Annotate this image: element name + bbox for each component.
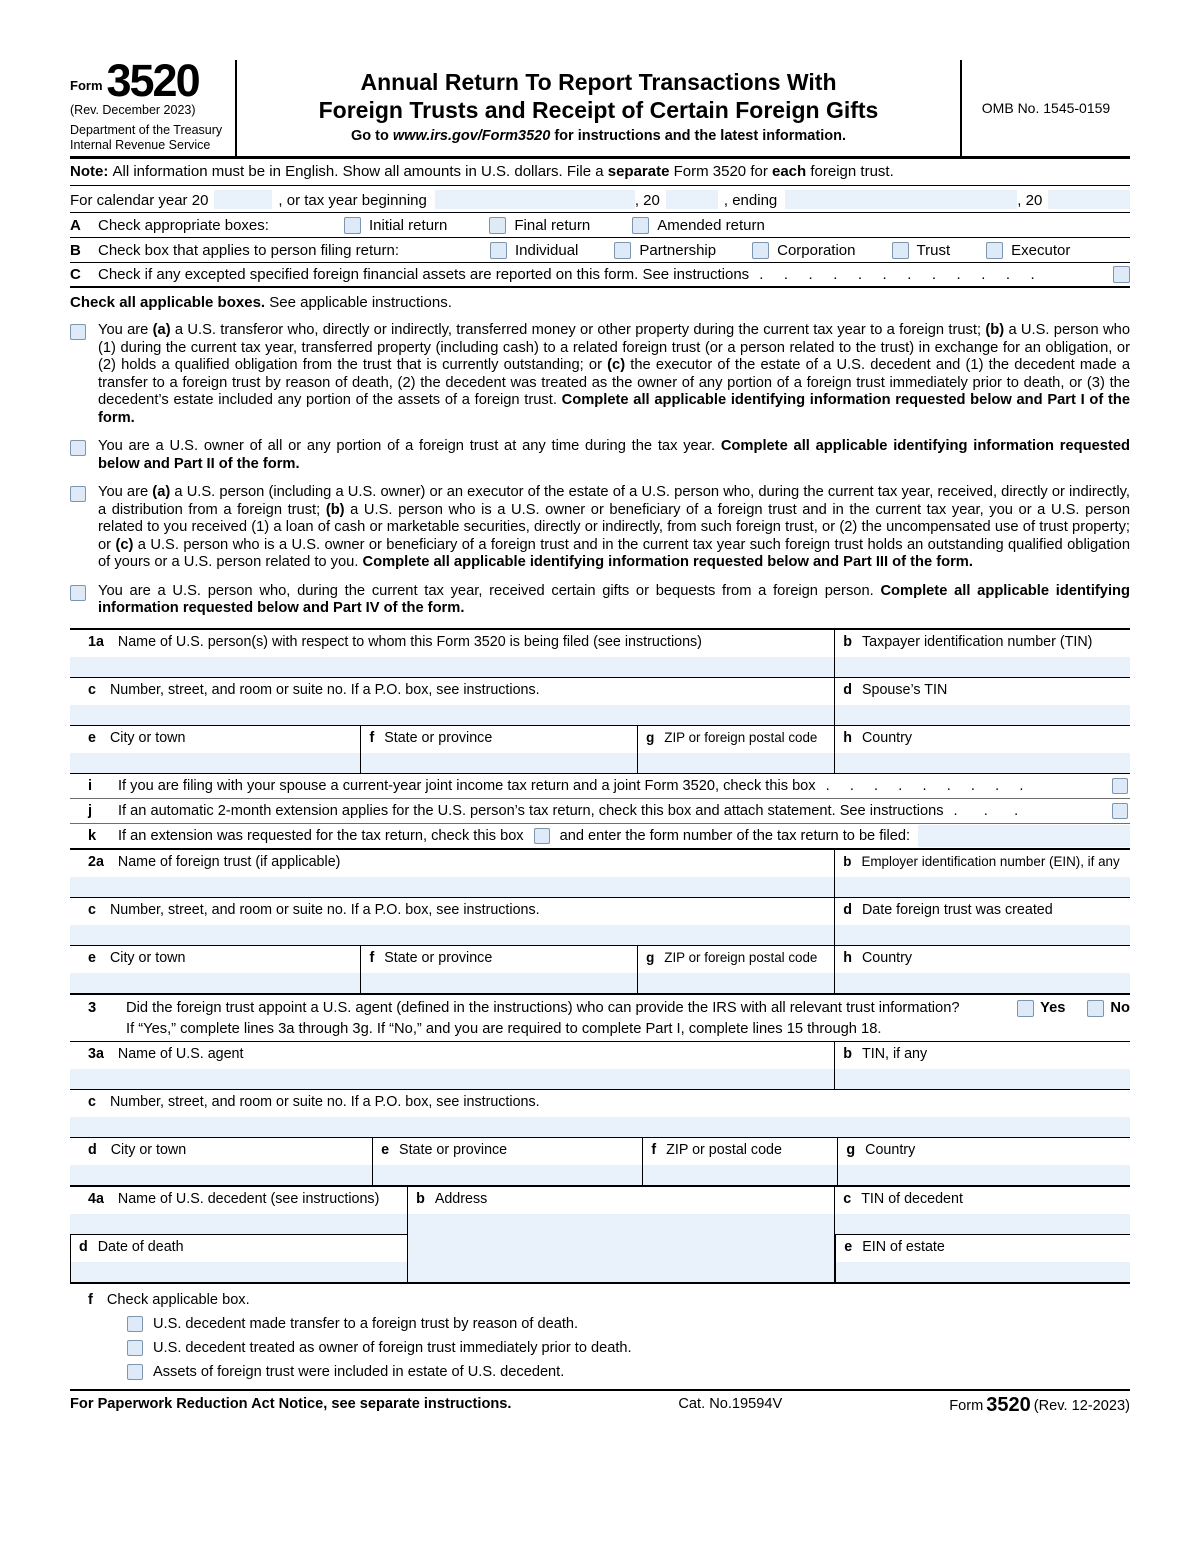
input-4a-decedent-name[interactable] (70, 1214, 407, 1234)
amended-return-checkbox[interactable] (632, 217, 649, 234)
line-1k (70, 824, 1130, 850)
form-header (70, 55, 1130, 159)
partnership-checkbox[interactable] (614, 242, 631, 259)
corporation-checkbox[interactable] (752, 242, 769, 259)
catalog-number: Cat. No.19594V (678, 1395, 783, 1412)
field-1a-label: Name of U.S. person(s) with respect to whom this Form 3520 is being filed (see instructions) (117, 633, 702, 650)
footer-form-id: Form 3520 (Rev. 12-2023) (949, 1393, 1131, 1416)
option-final-return[interactable]: Final return (489, 217, 590, 234)
field-4a-num: 4a (88, 1190, 104, 1207)
field-1d-label: Spouse’s TIN (861, 681, 948, 698)
input-3g-country[interactable] (838, 1165, 1130, 1185)
gifts-checkbox[interactable] (70, 585, 86, 601)
owner-prior-death-checkbox[interactable] (127, 1340, 143, 1356)
field-2a-num: 2a (88, 853, 104, 870)
field-1h-label: Country (861, 729, 913, 746)
field-1f-num: f (369, 729, 375, 746)
input-1d-spouse-tin[interactable] (835, 705, 1130, 725)
field-1d-num: d (843, 681, 852, 698)
field-2g-num: g (646, 949, 655, 965)
tax-year-ending-input[interactable] (785, 190, 1017, 209)
option-individual[interactable]: Individual (490, 242, 578, 259)
field-1f-label: State or province (384, 729, 493, 746)
field-2e-num: e (88, 949, 96, 966)
field-2g-label: ZIP or foreign postal code (664, 949, 818, 965)
input-3d-city[interactable] (70, 1165, 372, 1185)
input-2g-zip[interactable] (638, 973, 834, 993)
paperwork-notice: For Paperwork Reduction Act Notice, see separate instructions. (70, 1395, 512, 1412)
form-revision: (Rev. December 2023) (70, 103, 196, 118)
paragraph-distribution-text: You are (a) a U.S. person (including a U.S. owner) or an executor of the estate of a U.S. person who, during the current tax year, received, directly or indirectly, a distribution from a foreign trust; (b) a U.S. person who is a U.S. owner or beneficiary of a foreign trust and in the current tax year, you or a U.S. person related to you received (1) a loan of cash or marketable securities, directly or indirectly, from such foreign trust, or (2) the uncompensated use of trust property; or (c) a U.S. person who is a U.S. owner or beneficiary of a foreign trust and in the current tax year such foreign trust holds an outstanding qualified obligation of yours or a U.S. person related to you. Complete all applicable identifying information requested below and Part III of the form. (98, 484, 1130, 570)
line-1j (70, 799, 1130, 824)
field-3g-label: Country (865, 1141, 916, 1158)
field-2a-label: Name of foreign trust (if applicable) (117, 853, 341, 870)
input-1k-form-number[interactable] (918, 825, 1130, 847)
field-4d-num: d (79, 1238, 88, 1255)
paragraph-gifts (70, 583, 1130, 618)
field-3d-num: d (88, 1141, 97, 1158)
field-2h-label: Country (861, 949, 913, 966)
option-trust[interactable]: Trust (892, 242, 951, 259)
field-1k-num: k (88, 827, 97, 844)
note-line: Note: All information must be in English. Show all amounts in U.S. dollars. File a separate Form 3520 for each foreign trust. (70, 159, 1130, 186)
tax-year-beginning-input[interactable] (435, 190, 635, 209)
input-4c-tin-decedent[interactable] (835, 1214, 1130, 1234)
line-C-text: Check if any excepted specified foreign financial assets are reported on this form. See instructions (98, 266, 750, 283)
initial-return-checkbox[interactable] (344, 217, 361, 234)
dept-treasury: Department of the Treasury (70, 123, 223, 138)
omb-number: OMB No. 1545-0159 (981, 100, 1111, 116)
field-3g-num: g (846, 1141, 856, 1158)
field-1e-num: e (88, 729, 96, 746)
check-all-heading: Check all applicable boxes. See applicable instructions. (70, 294, 452, 311)
field-3e-label: State or province (399, 1141, 508, 1158)
line-3-question: Did the foreign trust appoint a U.S. agent (defined in the instructions) who can provide the IRS with all relevant trust information? (126, 1000, 960, 1016)
line-B (70, 238, 1130, 263)
field-2f-label: State or province (384, 949, 493, 966)
line-1j-text: If an automatic 2-month extension applies for the U.S. person’s tax return, check this box and attach statement. See instructions (118, 802, 944, 819)
field-3d-label: City or town (110, 1141, 187, 1158)
owner-checkbox[interactable] (70, 440, 86, 456)
input-3b-tin[interactable] (835, 1069, 1130, 1089)
input-2b-ein[interactable] (835, 877, 1130, 897)
excepted-assets-checkbox[interactable] (1113, 266, 1130, 283)
assets-in-estate-checkbox[interactable] (127, 1364, 143, 1380)
line-3-note: If “Yes,” complete lines 3a through 3g. If “No,” and you are required to complete Part I, complete lines 15 through 18. (126, 1020, 882, 1037)
line-1j-dot-leader: . . . (953, 802, 1021, 819)
option-4f-transfer-death[interactable]: U.S. decedent made transfer to a foreign trust by reason of death. (127, 1316, 1130, 1332)
paragraph-gifts-text: You are a U.S. person who, during the current tax year, received certain gifts or bequests from a foreign person. Complete all applicable identifying information requested below and Part IV of the form. (98, 582, 1130, 616)
field-4e-num: e (844, 1238, 853, 1255)
trust-checkbox[interactable] (892, 242, 909, 259)
ending-year-input[interactable] (1048, 190, 1130, 209)
calendar-text-5: , 20 (1017, 192, 1043, 209)
form-title: Annual Return To Report Transactions With Foreign Trusts and Receipt of Certain Foreign Gifts (318, 69, 879, 124)
field-2e-label: City or town (109, 949, 186, 966)
field-4b-label: Address (434, 1190, 488, 1207)
line-1k-text1: If an extension was requested for the tax return, check this box (118, 827, 524, 844)
final-return-checkbox[interactable] (489, 217, 506, 234)
calendar-year-input[interactable] (214, 190, 272, 209)
option-3-no[interactable]: No (1087, 1000, 1130, 1017)
field-2b-label: Employer identification number (EIN), if any (861, 853, 1120, 869)
field-4f-num: f (88, 1291, 93, 1308)
form-word: Form (70, 78, 103, 94)
input-2a-trust-name[interactable] (70, 877, 834, 897)
field-4a-label: Name of U.S. decedent (see instructions) (117, 1190, 380, 1207)
paragraph-distribution (70, 484, 1130, 572)
line-1k-text2: and enter the form number of the tax return to be filed: (559, 827, 911, 844)
agent-no-checkbox[interactable] (1087, 1000, 1104, 1017)
option-3-yes[interactable]: Yes (1017, 1000, 1065, 1017)
form-id-block (70, 55, 235, 156)
input-1a-name[interactable] (70, 657, 834, 677)
field-2b-num: b (843, 853, 852, 869)
calendar-text-4: , ending (723, 192, 778, 209)
distribution-checkbox[interactable] (70, 486, 86, 502)
line-4f (70, 1284, 1130, 1380)
field-1c-label: Number, street, and room or suite no. If a P.O. box, see instructions. (109, 681, 540, 698)
paragraph-owner (70, 438, 1130, 473)
field-3a-label: Name of U.S. agent (117, 1045, 244, 1062)
line-B-label: Check box that applies to person filing return: (98, 241, 400, 259)
field-1e-label: City or town (109, 729, 186, 746)
input-2h-country[interactable] (835, 973, 1130, 993)
input-1g-zip[interactable] (638, 753, 834, 773)
input-2e-city[interactable] (70, 973, 360, 993)
option-partnership[interactable]: Partnership (614, 242, 716, 259)
paragraph-owner-text: You are a U.S. owner of all or any portion of a foreign trust at any time during the tax year. Complete all applicable identifying information requested below and Part II of the form. (98, 438, 1130, 472)
tax-year-line (70, 186, 1130, 213)
option-corporation[interactable]: Corporation (752, 242, 855, 259)
field-2d-num: d (843, 901, 852, 918)
field-3-num: 3 (88, 999, 97, 1016)
joint-return-checkbox[interactable] (1112, 778, 1128, 794)
line-C (70, 263, 1130, 288)
option-amended-return[interactable]: Amended return (632, 217, 765, 234)
field-1a-num: 1a (88, 633, 104, 650)
field-1c-num: c (88, 681, 96, 698)
transfer-by-death-checkbox[interactable] (127, 1316, 143, 1332)
line-1i-text: If you are filing with your spouse a current-year joint income tax return and a joint Form 3520, check this box (118, 777, 816, 794)
input-3a-agent-name[interactable] (70, 1069, 834, 1089)
executor-checkbox[interactable] (986, 242, 1003, 259)
agent-yes-checkbox[interactable] (1017, 1000, 1034, 1017)
field-3f-num: f (651, 1141, 657, 1158)
field-1g-label: ZIP or foreign postal code (664, 729, 818, 745)
dept-irs: Internal Revenue Service (70, 137, 211, 152)
field-4c-num: c (843, 1190, 852, 1207)
field-1h-num: h (843, 729, 852, 746)
field-1b-label: Taxpayer identification number (TIN) (861, 633, 1093, 650)
field-4c-label: TIN of decedent (861, 1190, 963, 1207)
calendar-text-2: , or tax year beginning (278, 192, 427, 209)
field-3b-label: TIN, if any (861, 1045, 928, 1062)
line-A-id: A (70, 216, 81, 234)
field-3c-num: c (88, 1093, 96, 1110)
input-2f-state[interactable] (361, 973, 637, 993)
line-3 (70, 995, 1130, 1042)
identification-grid (70, 628, 1130, 1284)
line-1i (70, 774, 1130, 799)
input-2c-street[interactable] (70, 925, 834, 945)
option-4f-owner-prior-death[interactable]: U.S. decedent treated as owner of foreign trust immediately prior to death. (127, 1340, 1130, 1356)
field-1j-num: j (88, 802, 93, 819)
line-B-id: B (70, 241, 81, 259)
input-3e-state[interactable] (373, 1165, 642, 1185)
extension-requested-checkbox[interactable] (534, 828, 550, 844)
option-executor[interactable]: Executor (986, 242, 1070, 259)
field-1i-num: i (88, 777, 93, 794)
field-2f-num: f (369, 949, 375, 966)
input-1e-city[interactable] (70, 753, 360, 773)
transferor-checkbox[interactable] (70, 324, 86, 340)
extension-2month-checkbox[interactable] (1112, 803, 1128, 819)
field-3e-num: e (381, 1141, 390, 1158)
calendar-text-1: For calendar year 20 (70, 192, 209, 209)
field-2c-num: c (88, 901, 96, 918)
option-4f-assets-in-estate[interactable]: Assets of foreign trust were included in estate of U.S. decedent. (127, 1364, 1130, 1380)
line-A (70, 213, 1130, 238)
paragraph-transferor (70, 322, 1130, 427)
field-3c-label: Number, street, and room or suite no. If a P.O. box, see instructions. (109, 1093, 540, 1110)
form-title-block (235, 60, 962, 156)
field-4f-label: Check applicable box. (106, 1291, 250, 1308)
input-2d-date-created[interactable] (835, 925, 1130, 945)
field-1b-num: b (843, 633, 852, 650)
field-2h-num: h (843, 949, 852, 966)
field-1g-num: g (646, 729, 655, 745)
line-A-label: Check appropriate boxes: (98, 216, 269, 234)
input-1h-country[interactable] (835, 753, 1130, 773)
form-number: 3520 (106, 55, 199, 106)
field-3b-num: b (843, 1045, 852, 1062)
field-4b-num: b (416, 1190, 425, 1207)
input-4e-ein-estate[interactable] (836, 1262, 1130, 1282)
option-initial-return[interactable]: Initial return (344, 217, 447, 234)
field-3f-label: ZIP or postal code (666, 1141, 782, 1158)
individual-checkbox[interactable] (490, 242, 507, 259)
beginning-year-input[interactable] (666, 190, 718, 209)
field-3a-num: 3a (88, 1045, 104, 1062)
field-2c-label: Number, street, and room or suite no. If a P.O. box, see instructions. (109, 901, 540, 918)
field-2d-label: Date foreign trust was created (861, 901, 1053, 918)
page-footer (70, 1389, 1130, 1414)
goto-instructions: Go to www.irs.gov/Form3520 for instructions and the latest information. (351, 128, 846, 144)
field-4d-label: Date of death (97, 1238, 184, 1255)
field-4e-label: EIN of estate (862, 1238, 945, 1255)
paragraph-transferor-text: You are (a) a U.S. transferor who, directly or indirectly, transferred money or other property during the current tax year to a foreign trust; (b) a U.S. person who (1) during the current tax year, transferred property (including cash) to a related foreign trust (or a person related to the trust) in exchange for an obligation, or (2) holds a qualified obligation from the trust that is currently outstanding; or (c) the executor of the estate of a U.S. decedent and (1) the decedent made a transfer to a foreign trust by reason of death, (2) the decedent was treated as the owner of any portion of a foreign trust immediately prior to death, or (3) the decedent’s estate included any portion of the assets of a foreign trust. Complete all applicable identifying information requested below and Part I of the form. (98, 322, 1130, 426)
input-4d-date-of-death[interactable] (71, 1262, 407, 1282)
input-4b-address[interactable] (408, 1214, 834, 1282)
line-4-block (70, 1187, 1130, 1284)
calendar-text-3: , 20 (634, 192, 660, 209)
line-C-dot-leader: . . . . . . . . . . . . (759, 266, 1037, 283)
line-C-id: C (70, 266, 81, 283)
input-1b-tin[interactable] (835, 657, 1130, 677)
input-1c-street[interactable] (70, 705, 834, 725)
input-3f-zip[interactable] (643, 1165, 837, 1185)
input-1f-state[interactable] (361, 753, 637, 773)
footer-form-number: 3520 (986, 1393, 1031, 1416)
line-1i-dot-leader: . . . . . . . . . (825, 777, 1026, 794)
input-3c-street[interactable] (70, 1117, 1130, 1137)
